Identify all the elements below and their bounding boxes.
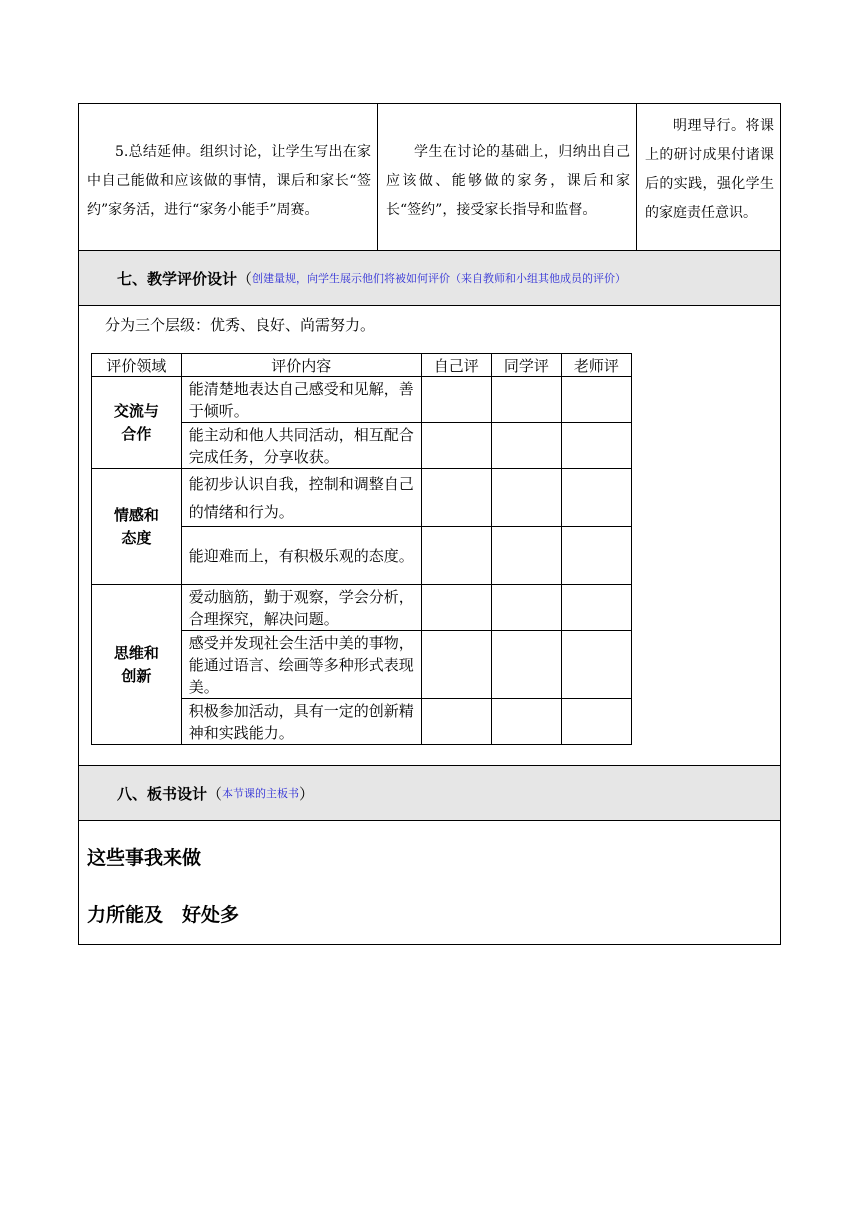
page [78,103,781,945]
self-score-cell [421,377,491,423]
table-row [92,585,632,631]
evaluation-intro: 分为三个层级：优秀、良好、尚需努力。 [105,316,376,334]
teacher-score-cell [561,631,631,699]
header-peer: 同学评 [491,354,561,377]
content-cell: 爱动脑筋，勤于观察，学会分析，合理探究，解决问题。 [181,585,421,631]
board-line-1: 这些事我来做 [87,847,202,869]
content-cell: 能迎难而上，有积极乐观的态度。 [181,527,421,585]
self-score-cell [421,527,491,585]
content-cell: 能清楚地表达自己感受和见解，善于倾听。 [181,377,421,423]
teacher-score-cell [561,469,631,527]
design-intent-cell [637,104,780,250]
header-teacher: 老师评 [561,354,631,377]
rubric-header-row [92,354,632,377]
peer-score-cell [491,631,561,699]
teacher-score-cell [561,699,631,745]
table-row [92,469,632,527]
peer-score-cell [491,377,561,423]
teacher-activity-cell [79,104,378,250]
section-title-board: 八、板书设计 [117,784,208,803]
board-line-2: 力所能及 好处多 [87,904,240,926]
content-cell: 感受并发现社会生活中美的事物，能通过语言、绘画等多种形式表现美。 [181,631,421,699]
lesson-plan-table [78,103,781,945]
self-score-cell [421,631,491,699]
section-paren-close: ） [299,784,315,803]
self-score-cell [421,469,491,527]
rubric-table [91,353,632,745]
teacher-score-cell [561,585,631,631]
domain-cell: 情感和态度 [92,469,182,585]
peer-score-cell [491,699,561,745]
teacher-score-cell [561,527,631,585]
design-intent-text: 明理导行。将课上的研讨成果付诸课后的实践，强化学生的家庭责任意识。 [645,118,774,221]
section-paren-open: （ [237,269,253,288]
domain-cell: 交流与合作 [92,377,182,469]
content-cell: 能初步认识自我，控制和调整自己的情绪和行为。 [181,469,421,527]
self-score-cell [421,585,491,631]
evaluation-section [79,306,780,766]
teacher-activity-text: 5.总结延伸。组织讨论，让学生写出在家中自己能做和应该做的事情，课后和家长“签约”家务活，进行“家务小能手”周赛。 [87,144,371,218]
peer-score-cell [491,423,561,469]
section-note-evaluation: 创建量规，向学生展示他们将被如何评价（来自教师和小组其他成员的评价） [252,272,627,285]
section-header-board [79,766,780,821]
teacher-score-cell [561,377,631,423]
peer-score-cell [491,527,561,585]
section-header-evaluation [79,251,780,306]
table-row [92,377,632,423]
student-activity-text: 学生在讨论的基础上，归纳出自己应该做、能够做的家务，课后和家长“签约”，接受家长指导和监督。 [386,144,630,218]
section-paren-open: （ [207,784,223,803]
content-cell: 能主动和他人共同活动，相互配合完成任务，分享收获。 [181,423,421,469]
teacher-score-cell [561,423,631,469]
peer-score-cell [491,469,561,527]
header-domain: 评价领域 [92,354,182,377]
domain-cell: 思维和创新 [92,585,182,745]
section-note-board: 本节课的主板书 [222,787,300,800]
peer-score-cell [491,585,561,631]
header-content: 评价内容 [181,354,421,377]
student-activity-cell [378,104,637,250]
activity-row [79,104,780,251]
board-design [79,821,780,944]
section-title-evaluation: 七、教学评价设计 [117,269,238,288]
content-cell: 积极参加活动，具有一定的创新精神和实践能力。 [181,699,421,745]
self-score-cell [421,423,491,469]
header-self: 自己评 [421,354,491,377]
self-score-cell [421,699,491,745]
